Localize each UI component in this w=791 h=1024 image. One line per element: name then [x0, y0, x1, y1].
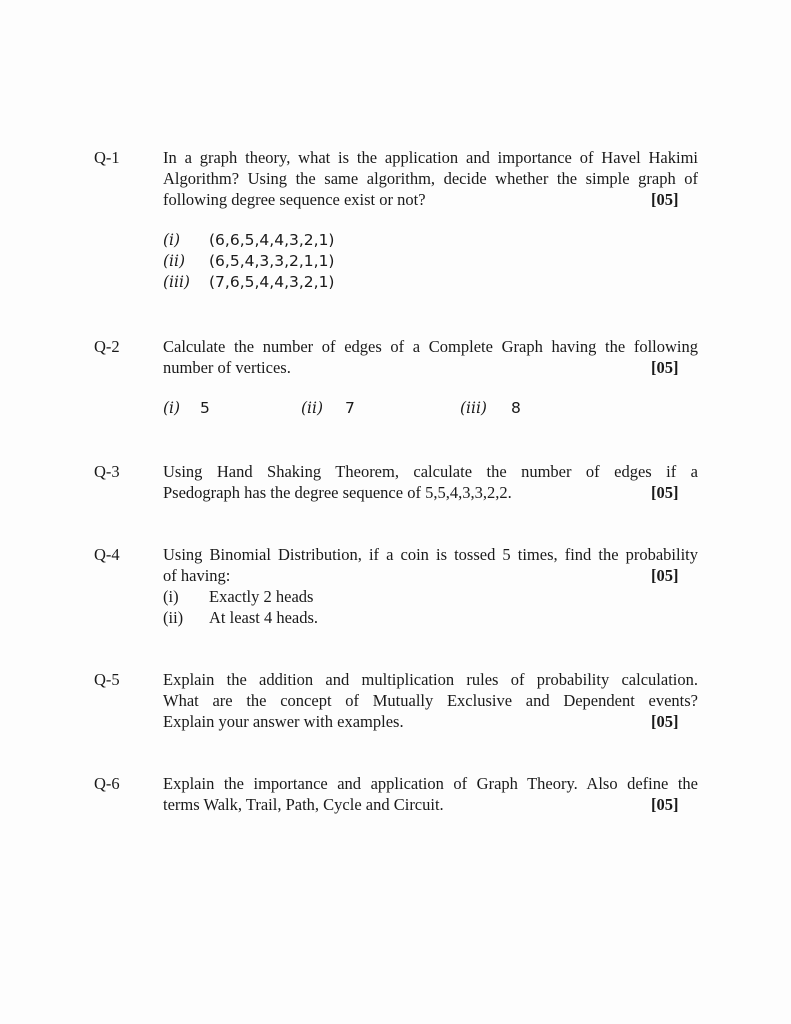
question-line: Explain the addition and multiplication rules of probability calculation. — [163, 670, 698, 689]
marks-label: [05] — [651, 358, 679, 377]
question-line: Explain your answer with examples. — [163, 712, 404, 731]
question-number: Q-3 — [94, 462, 120, 481]
sequence-value: (7,6,5,4,4,3,2,1) — [209, 273, 335, 291]
marks-label: [05] — [651, 712, 679, 731]
option-value: 5 — [200, 399, 210, 417]
question-line: Algorithm? Using the same algorithm, decide whether the simple graph of — [163, 169, 698, 188]
question-line: What are the concept of Mutually Exclusive and Dependent events? — [163, 691, 698, 710]
question-line: Explain the importance and application of Graph Theory. Also define the — [163, 774, 698, 793]
marks-label: [05] — [651, 190, 679, 209]
item-label: (ii) — [163, 252, 186, 270]
sub-item-label: (ii) — [163, 608, 184, 627]
sequence-value: (6,6,5,4,4,3,2,1) — [209, 231, 335, 249]
sub-item-label: (i) — [163, 587, 179, 606]
option-label: (iii) — [460, 399, 487, 417]
marks-label: [05] — [651, 483, 679, 502]
option-item — [460, 399, 487, 417]
question-text — [163, 544, 698, 586]
question-text — [163, 669, 698, 732]
sequence-value: (6,5,4,3,3,2,1,1) — [209, 252, 335, 270]
marks-label: [05] — [651, 795, 679, 814]
option-value: 7 — [345, 399, 355, 417]
question-line: Using Hand Shaking Theorem, calculate the number of edges if a — [163, 462, 698, 481]
question-text — [163, 461, 698, 503]
question-number: Q-2 — [94, 337, 120, 356]
question-line: terms Walk, Trail, Path, Cycle and Circuit. — [163, 795, 444, 814]
option-item — [163, 399, 180, 417]
item-label: (i) — [163, 231, 181, 249]
option-value: 8 — [511, 399, 521, 417]
marks-label: [05] — [651, 566, 679, 585]
question-number: Q-1 — [94, 148, 120, 167]
sequence-item — [163, 273, 190, 291]
question-number: Q-5 — [94, 670, 120, 689]
question-number: Q-6 — [94, 774, 120, 793]
question-line: In a graph theory, what is the application and importance of Havel Hakimi — [163, 148, 698, 167]
question-line: Psedograph has the degree sequence of 5,5,4,3,3,2,2. — [163, 483, 512, 502]
question-text — [163, 773, 698, 815]
option-label: (i) — [163, 399, 181, 417]
sub-item-text: Exactly 2 heads — [209, 587, 314, 606]
question-line: following degree sequence exist or not? — [163, 190, 426, 209]
sequence-item — [163, 231, 180, 249]
question-line: number of vertices. — [163, 358, 291, 377]
option-item — [301, 399, 323, 417]
option-label: (ii) — [301, 399, 324, 417]
question-number: Q-4 — [94, 545, 120, 564]
question-text — [163, 147, 698, 210]
question-line: of having: — [163, 566, 231, 585]
question-line: Using Binomial Distribution, if a coin is tossed 5 times, find the probability — [163, 545, 698, 564]
sub-item-text: At least 4 heads. — [209, 608, 319, 627]
question-line: Calculate the number of edges of a Complete Graph having the following — [163, 337, 698, 356]
sequence-item — [163, 252, 185, 270]
item-label: (iii) — [163, 273, 190, 291]
question-text — [163, 336, 698, 378]
